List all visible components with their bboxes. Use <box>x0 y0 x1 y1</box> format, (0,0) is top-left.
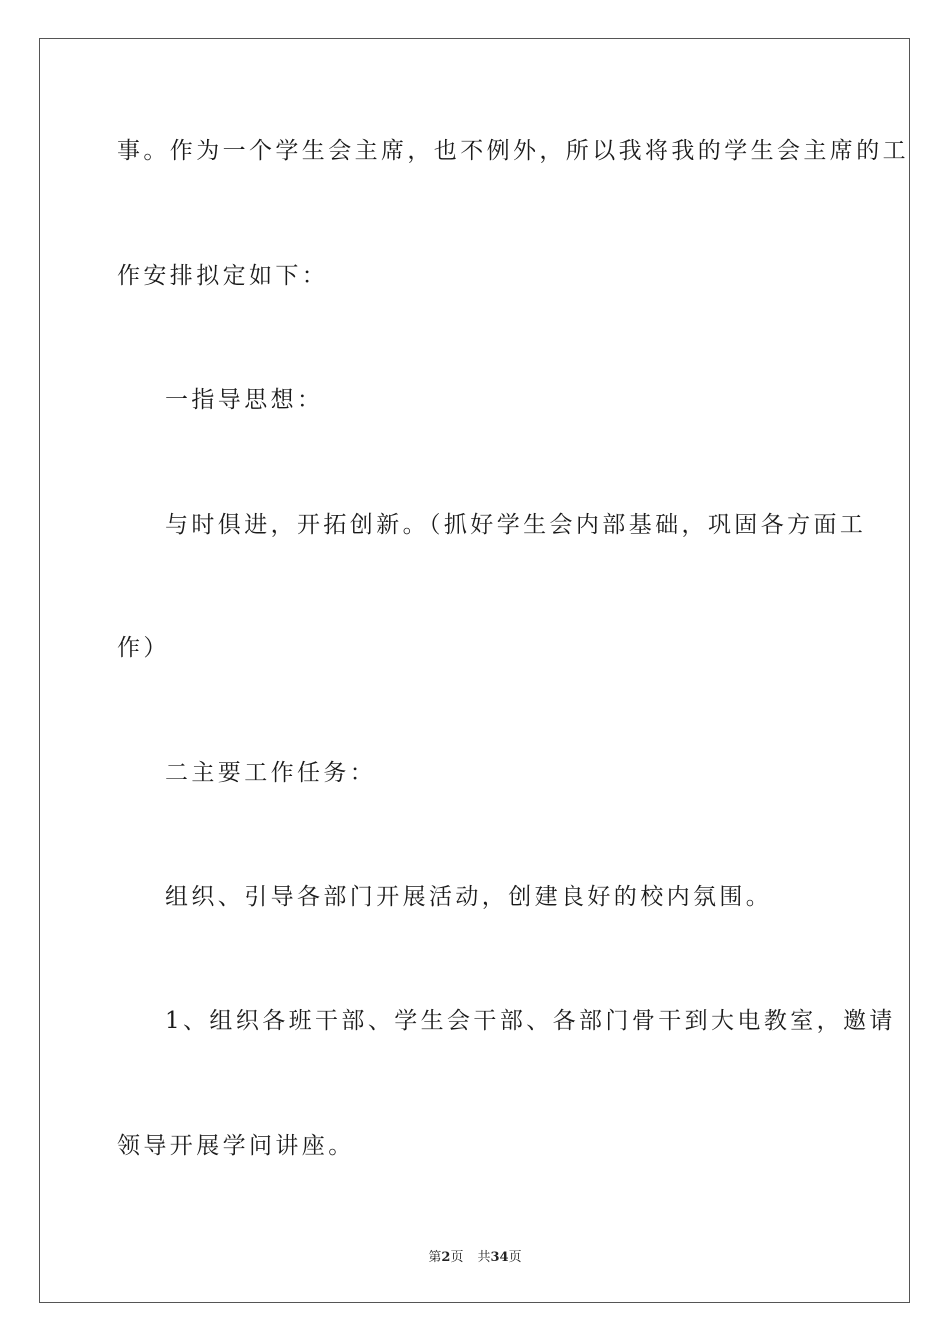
text-line: 与时俱进，开拓创新。（抓好学生会内部基础，巩固各方面工 <box>165 512 867 538</box>
footer-page-suffix: 页 <box>450 1250 464 1265</box>
text-line: 1、组织各班干部、学生会干部、各部门骨干到大电教室，邀请 <box>165 1008 896 1034</box>
footer-page-prefix: 第 <box>428 1250 442 1265</box>
footer-total-suffix: 页 <box>508 1250 522 1265</box>
section-heading: 一指导思想： <box>165 387 324 413</box>
footer-page-number: 2 <box>441 1250 451 1265</box>
section-heading: 二主要工作任务： <box>165 760 377 786</box>
text-line: 作） <box>117 635 170 661</box>
page-footer <box>0 1246 950 1265</box>
footer-total-pages: 34 <box>490 1250 509 1265</box>
text-line: 组织、引导各部门开展活动，创建良好的校内氛围。 <box>165 884 773 910</box>
footer-total-prefix: 共 <box>477 1250 491 1265</box>
page-border <box>39 38 910 1303</box>
text-line: 作安排拟定如下： <box>117 263 329 289</box>
text-line: 事。作为一个学生会主席，也不例外，所以我将我的学生会主席的工 <box>117 138 909 164</box>
text-line: 领导开展学问讲座。 <box>117 1133 355 1159</box>
